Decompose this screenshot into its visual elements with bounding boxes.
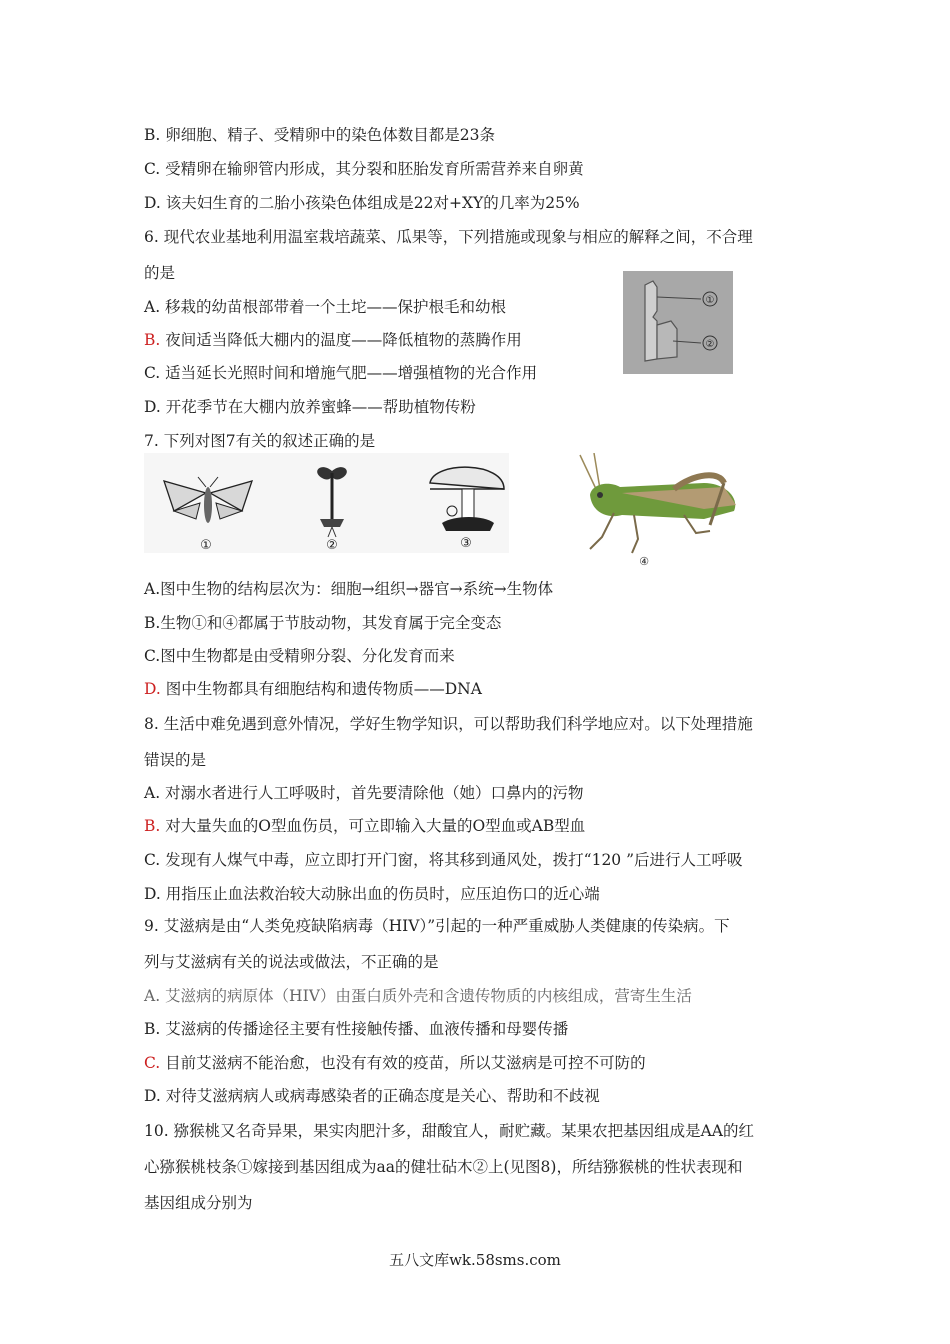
q9-stem-line2: 列与艾滋病有关的说法或做法，不正确的是 (144, 953, 439, 971)
q6-stem-line2: 的是 (144, 264, 176, 282)
q8-option-d: D. 用指压止血法救治较大动脉出血的伤员时，应压迫伤口的近心端 (144, 885, 600, 903)
figure-8-grafting (623, 271, 733, 374)
q9-option-b: B. 艾滋病的传播途径主要有性接触传播、血液传播和母婴传播 (144, 1020, 569, 1038)
q7-stem: 7. 下列对图7有关的叙述正确的是 (144, 432, 376, 450)
answer-letter: D. (144, 680, 161, 698)
fig7-label-3: ③ (460, 536, 472, 551)
q6-option-a: A. 移栽的幼苗根部带着一个土坨——保护根毛和幼根 (144, 298, 507, 316)
q7-option-c: C.图中生物都是由受精卵分裂、分化发育而来 (144, 647, 455, 665)
q8-option-c: C. 发现有人煤气中毒，应立即打开门窗，将其移到通风处，拨打“120 ”后进行人工呼吸 (144, 851, 743, 869)
fig8-label-2: ② (705, 339, 715, 350)
q5-option-d: D. 该夫妇生育的二胎小孩染色体组成是22对+XY的几率为25% (144, 194, 580, 212)
fig7-label-2: ② (326, 538, 338, 553)
q9-stem-line1: 9. 艾滋病是由“人类免疫缺陷病毒（HIV）”引起的一种严重威胁人类健康的传染病。下 (144, 917, 730, 935)
fig7-label-4: ④ (639, 555, 649, 568)
q9-option-c: C. 目前艾滋病不能治愈，也没有有效的疫苗，所以艾滋病是可控不可防的 (144, 1054, 646, 1072)
answer-letter: B. (144, 817, 161, 835)
q10-stem-line2: 心猕猴桃枝条①嫁接到基因组成为aa的健壮砧木②上(见图8)，所结猕猴桃的性状表现和 (144, 1158, 743, 1176)
q9-option-d: D. 对待艾滋病病人或病毒感染者的正确态度是关心、帮助和不歧视 (144, 1087, 600, 1105)
q5-option-c: C. 受精卵在输卵管内形成，其分裂和胚胎发育所需营养来自卵黄 (144, 160, 584, 178)
q8-option-a: A. 对溺水者进行人工呼吸时，首先要清除他（她）口鼻内的污物 (144, 784, 584, 802)
grafting-diagram (623, 271, 733, 374)
q7-option-b: B.生物①和④都属于节肢动物，其发育属于完全变态 (144, 614, 502, 632)
fig7-label-1: ① (200, 538, 212, 553)
q6-stem-line1: 6. 现代农业基地利用温室栽培蔬菜、瓜果等，下列措施或现象与相应的解释之间，不合理 (144, 228, 753, 246)
fig8-label-1: ① (705, 295, 715, 306)
q8-stem-line1: 8. 生活中难免遇到意外情况，学好生物学知识，可以帮助我们科学地应对。以下处理措施 (144, 715, 753, 733)
q6-option-d: D. 开花季节在大棚内放养蜜蜂——帮助植物传粉 (144, 398, 476, 416)
q6-option-b: B. 夜间适当降低大棚内的温度——降低植物的蒸腾作用 (144, 331, 522, 349)
q5-option-b: B. 卵细胞、精子、受精卵中的染色体数目都是23条 (144, 126, 495, 144)
q7-option-a: A.图中生物的结构层次为：细胞→组织→器官→系统→生物体 (144, 580, 554, 598)
q10-stem-line3: 基因组成分别为 (144, 1194, 253, 1212)
answer-letter: B. (144, 331, 161, 349)
figure-7-organisms (144, 453, 744, 568)
q9-option-a: A. 艾滋病的病原体（HIV）由蛋白质外壳和含遗传物质的内核组成，营寄生生活 (144, 987, 692, 1005)
grasshopper-icon (580, 453, 736, 553)
answer-letter: C. (144, 1054, 161, 1072)
q7-option-d: D. 图中生物都具有细胞结构和遗传物质——DNA (144, 680, 482, 698)
q8-option-b: B. 对大量失血的O型血伤员，可立即输入大量的O型血或AB型血 (144, 817, 586, 835)
organisms-drawing (144, 453, 744, 568)
q10-stem-line1: 10. 猕猴桃又名奇异果，果实肉肥汁多，甜酸宜人，耐贮藏。某果农把基因组成是AA的红 (144, 1122, 754, 1140)
q8-stem-line2: 错误的是 (144, 751, 207, 769)
q6-option-c: C. 适当延长光照时间和增施气肥——增强植物的光合作用 (144, 364, 538, 382)
page-footer: 五八文库wk.58sms.com (389, 1251, 561, 1269)
